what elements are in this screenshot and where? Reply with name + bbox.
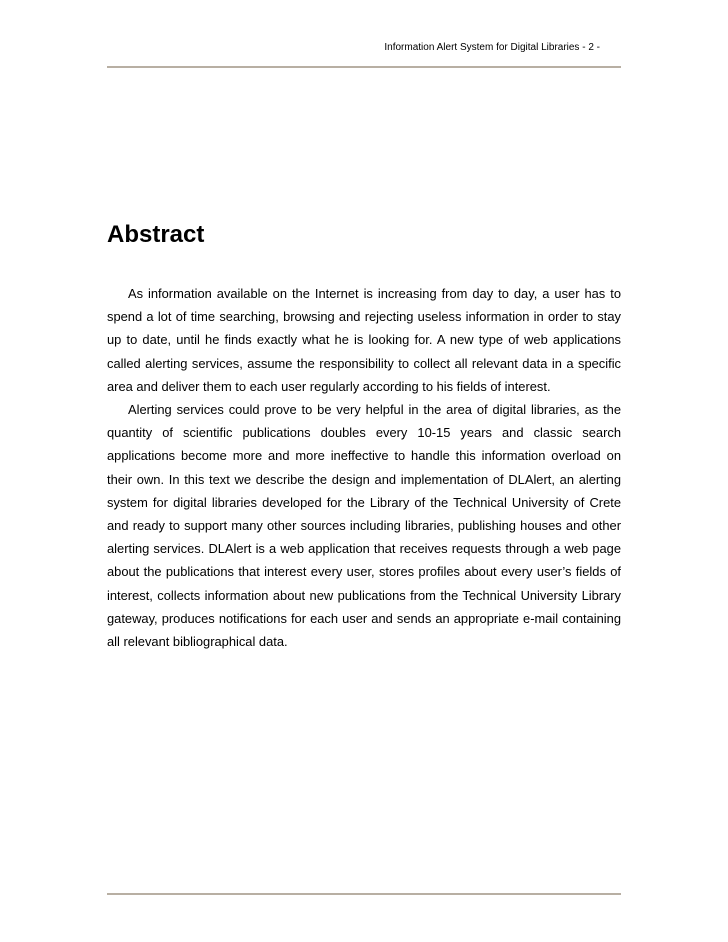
abstract-paragraph-2: Alerting services could prove to be very helpful in the area of digital libraries, as the quantity of scientific publications doubles every 10-15 years and classic search applications become more and more ineffective to handle this information overload on their own. In this text we describe the design and implementation of DLAlert, an alerting system for digital libraries developed for the Library of the Technical University of Crete and ready to support many other sources including libraries, publishing houses and other alerting services. DLAlert is a web application that receives requests through a web page about the publications that interest every user, stores profiles about every user’s fields of interest, collects information about new publications from the Technical University Library gateway, produces notifications for each user and sends an appropriate e-mail containing all relevant bibliographical data. [107, 402, 621, 650]
footer-divider [107, 893, 621, 895]
abstract-paragraph-1: As information available on the Internet is increasing from day to day, a user has to spend a lot of time searching, browsing and rejecting useless information in order to stay up to date, until he finds exactly what he is looking for. A new type of web applications called alerting services, assume the responsibility to collect all relevant data in a specific area and deliver them to each user regularly according to his fields of interest. [107, 286, 621, 394]
header-divider [107, 66, 621, 68]
running-header: Information Alert System for Digital Libraries - 2 - [384, 42, 600, 53]
section-heading: Abstract [107, 221, 205, 248]
abstract-body [107, 282, 621, 653]
